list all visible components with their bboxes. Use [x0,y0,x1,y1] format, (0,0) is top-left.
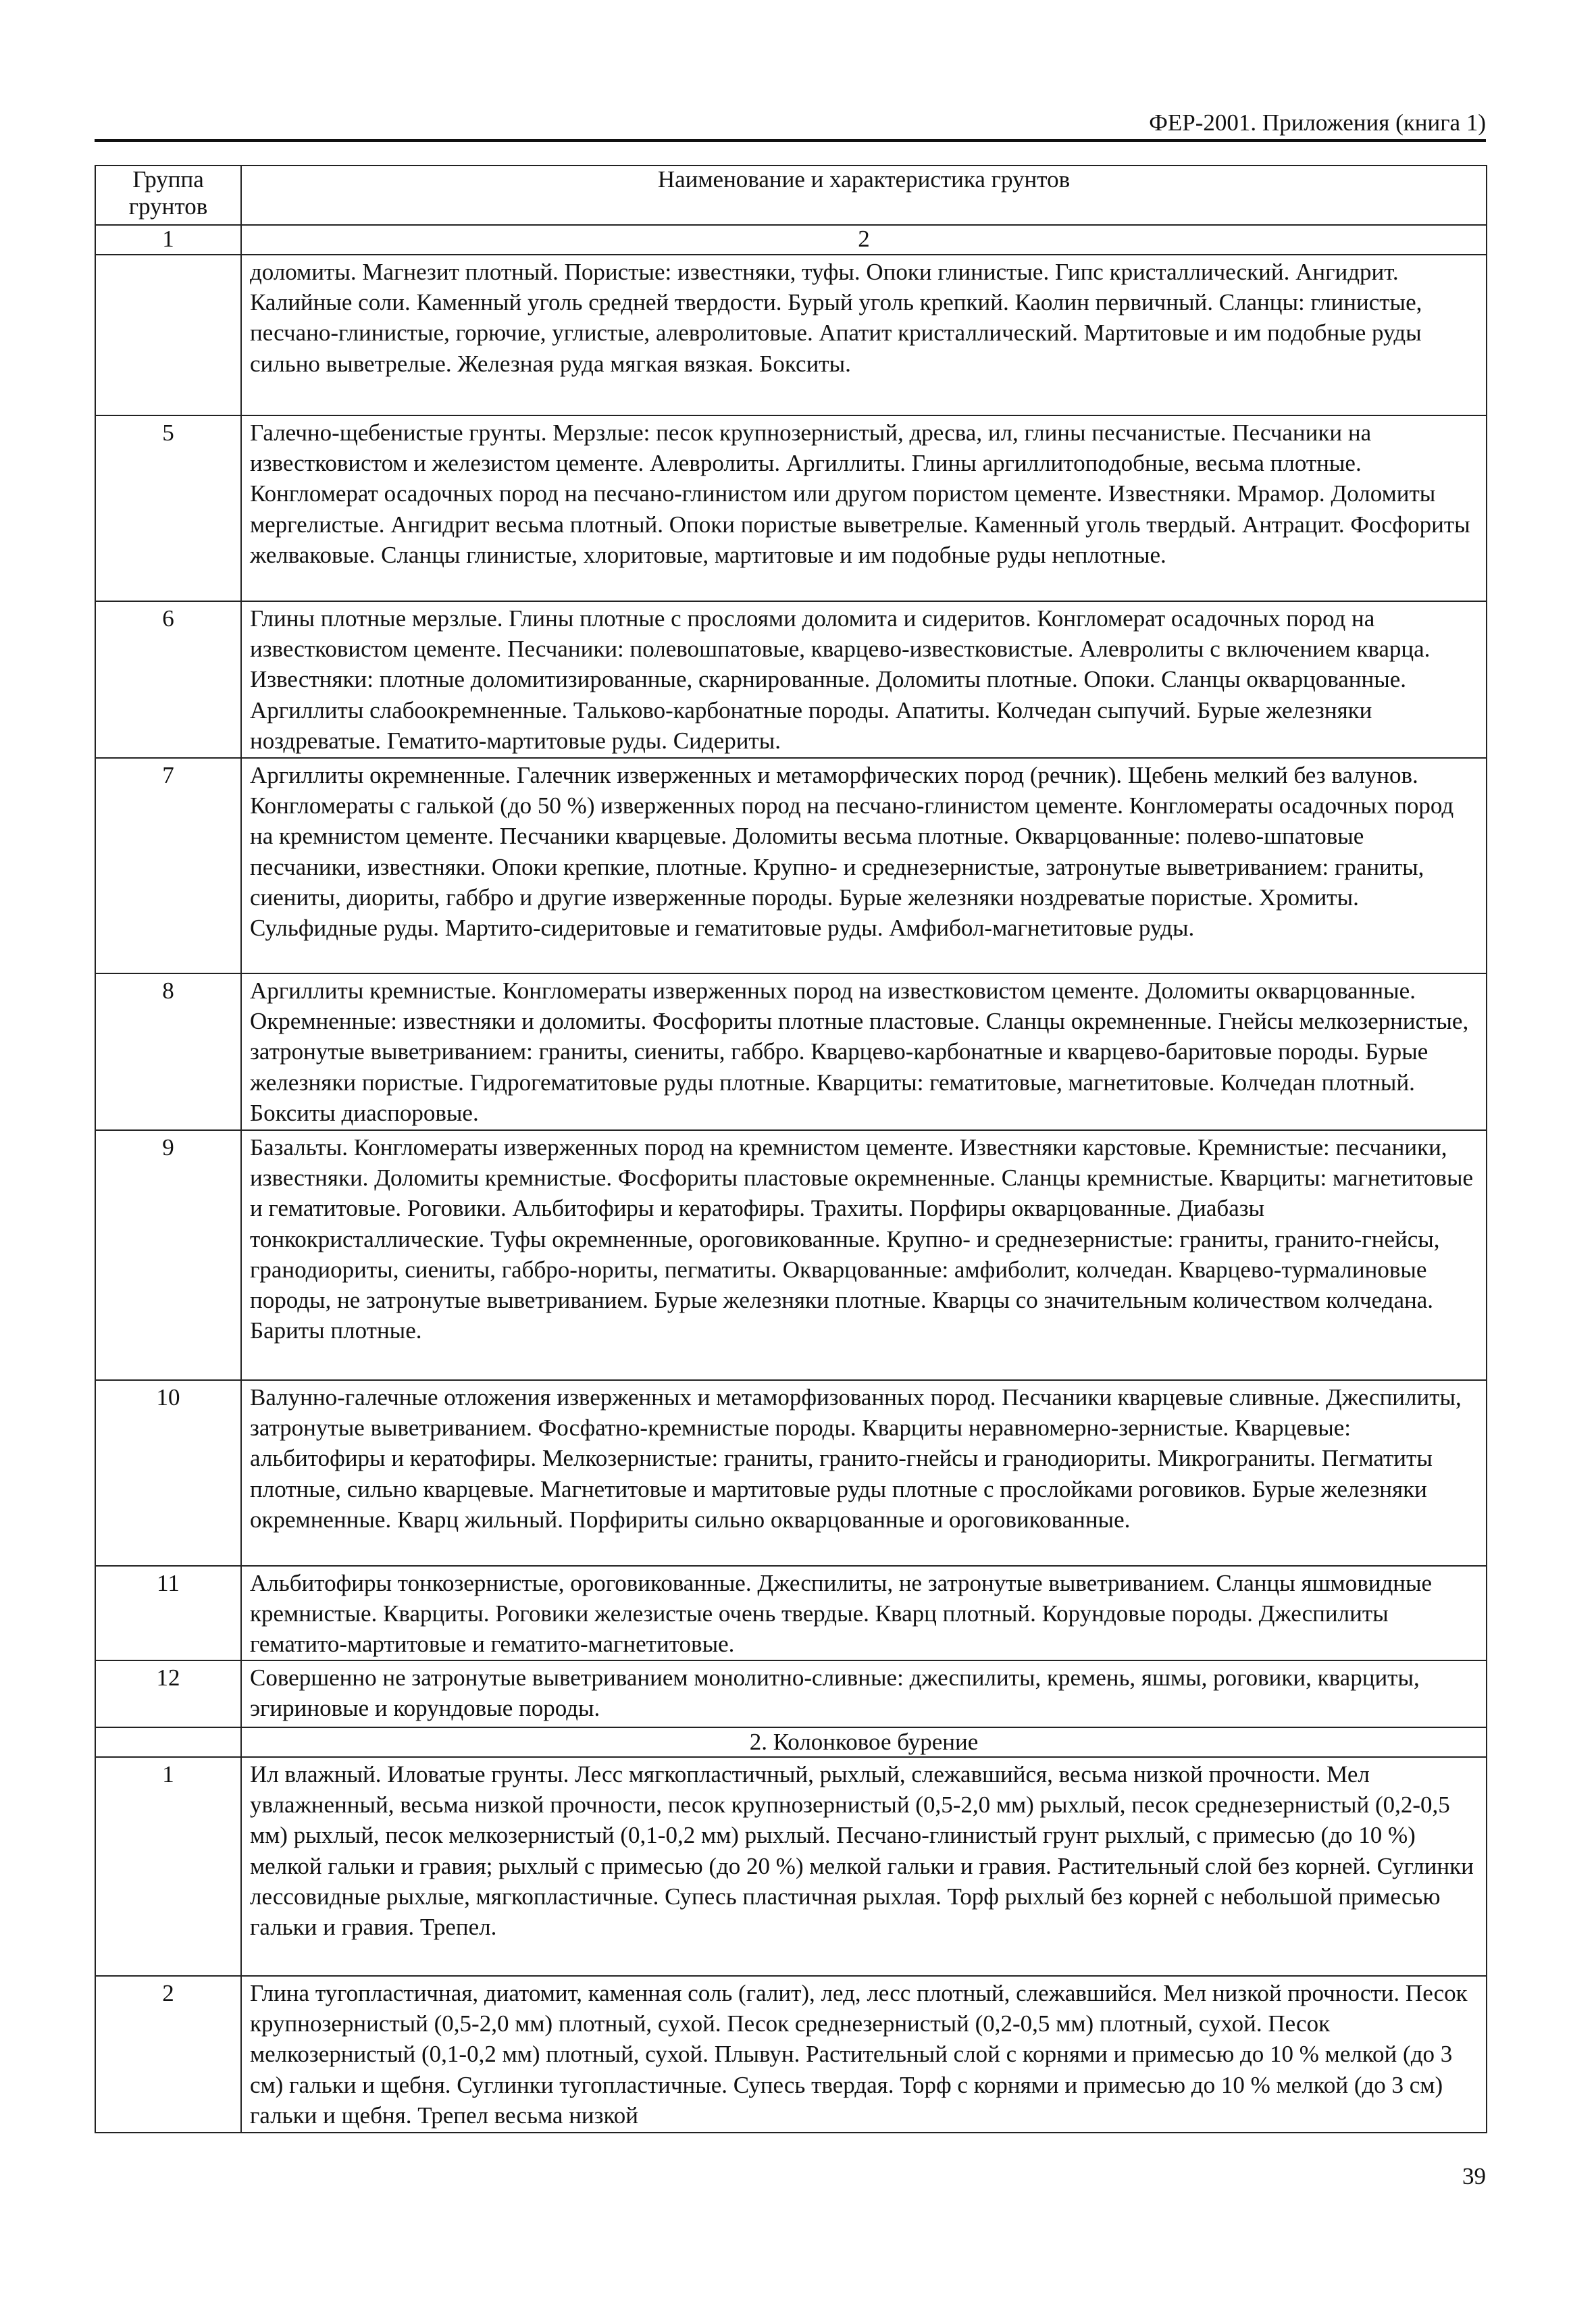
section-empty-cell [95,1727,241,1757]
table-row [95,1130,1487,1380]
soil-description: Валунно-галечные отложения изверженных и метаморфизованных пород. Песчаники кварцевые сливные. Джеспилиты, затронутые выветриванием. Фосфатно-кремнистые породы. Кварциты неравномерно-зернистые. Кварцевые: альбитофиры и кератофиры. Мелкозернистые: граниты, гранито-гнейсы и гранодиориты. Микрограниты. Пегматиты плотные, сильно кварцевые. Магнетитовые и мартитовые руды плотные с прослойками роговиков. Бурые железняки окремненные. Кварц жильный. Порфириты сильно окварцованные и ороговикованные. [241,1380,1487,1566]
table-row [95,1757,1487,1976]
group-number: 6 [95,601,241,758]
soil-description: Ил влажный. Иловатые грунты. Лесс мягкопластичный, рыхлый, слежавшийся, весьма низкой прочности. Мел увлажненный, весьма низкой прочности, песок крупнозернистый (0,5-2,0 мм) рыхлый, песок среднезернистый (0,2-0,5 мм) рыхлый, песок мелкозернистый (0,1-0,2 мм) рыхлый. Песчано-глинистый грунт рыхлый, с примесью (до 10 %) мелкой гальки и гравия; рыхлый с примесью (до 20 %) мелкой гальки и гравия. Растительный слой без корней. Суглинки лессовидные рыхлые, мягкопластичные. Супесь пластичная рыхлая. Торф рыхлый без корней с небольшой примесью гальки и гравия. Трепел. [241,1757,1487,1976]
group-number: 5 [95,415,241,601]
table-row [95,1976,1487,2133]
group-number: 9 [95,1130,241,1380]
soil-description: доломиты. Магнезит плотный. Пористые: известняки, туфы. Опоки глинистые. Гипс кристаллический. Ангидрит. Калийные соли. Каменный уголь средней твердости. Бурый уголь крепкий. Каолин первичный. Сланцы: глинистые, песчано-глинистые, горючие, углистые, алевролитовые. Апатит кристаллический. Мартитовые и им подобные руды сильно выветрелые. Железная руда мягкая вязкая. Бокситы. [241,255,1487,415]
table-row [95,1660,1487,1727]
section-title: 2. Колонковое бурение [241,1727,1487,1757]
soil-description: Базальты. Конгломераты изверженных пород на кремнистом цементе. Известняки карстовые. Кремнистые: песчаники, известняки. Доломиты кремнистые. Фосфориты пластовые окремненные. Сланцы кремнистые. Кварциты: магнетитовые и гематитовые. Роговики. Альбитофиры и кератофиры. Трахиты. Порфиры окварцованные. Диабазы тонкокристаллические. Туфы окремненные, ороговикованные. Крупно- и среднезернистые: граниты, гранито-гнейсы, гранодиориты, сиениты, габбро-нориты, пегматиты. Окварцованные: амфиболит, колчедан. Кварцево-турмалиновые породы, не затронутые выветриванием. Бурые железняки плотные. Кварцы со значительным количеством колчедана. Бариты плотные. [241,1130,1487,1380]
group-number: 11 [95,1566,241,1660]
col-header-description: Наименование и характеристика грунтов [241,166,1487,225]
soil-description: Аргиллиты окремненные. Галечник изверженных и метаморфических пород (речник). Щебень мелкий без валунов. Конгломераты с галькой (до 50 %) изверженных пород на песчано-глинистом цементе. Конгломераты осадочных пород на кремнистом цементе. Песчаники кварцевые. Доломиты весьма плотные. Окварцованные: полево-шпатовые песчаники, известняки. Опоки крепкие, плотные. Крупно- и среднезернистые, затронутые выветриванием: граниты, сиениты, диориты, габбро и другие изверженные породы. Бурые железняки ноздреватые пористые. Хромиты. Сульфидные руды. Мартито-сидеритовые и гематитовые руды. Амфибол-магнетитовые руды. [241,758,1487,973]
group-number [95,255,241,415]
table-header-row [95,166,1487,225]
col-number-1: 1 [95,225,241,255]
table-row [95,415,1487,601]
table-row [95,601,1487,758]
soil-description: Глина тугопластичная, диатомит, каменная соль (галит), лед, лесс плотный, слежавшийся. Мел низкой прочности. Песок крупнозернистый (0,5-2,0 мм) плотный, сухой. Песок среднезернистый (0,2-0,5 мм) плотный, сухой. Песок мелкозернистый (0,1-0,2 мм) плотный, сухой. Плывун. Растительный слой с корнями и примесью до 10 % мелкой (до 3 см) гальки и щебня. Суглинки тугопластичные. Супесь твердая. Торф с корнями и примесью до 10 % мелкой (до 3 см) гальки и щебня. Трепел весьма низкой [241,1976,1487,2133]
table-row [95,973,1487,1130]
soil-description: Альбитофиры тонкозернистые, ороговикованные. Джеспилиты, не затронутые выветриванием. Сланцы яшмовидные кремнистые. Кварциты. Роговики железистые очень твердые. Кварц плотный. Корундовые породы. Джеспилиты гематито-мартитовые и гематито-магнетитовые. [241,1566,1487,1660]
col-header-group: Группа грунтов [95,166,241,225]
col-number-2: 2 [241,225,1487,255]
page-number: 39 [1462,2163,1486,2189]
group-number: 2 [95,1976,241,2133]
soil-description: Глины плотные мерзлые. Глины плотные с прослоями доломита и сидеритов. Конгломерат осадочных пород на известковистом цементе. Песчаники: полевошпатовые, кварцево-известковистые. Алевролиты с включением кварца. Известняки: плотные доломитизированные, скарнированные. Доломиты плотные. Опоки. Сланцы окварцованные. Аргиллиты слабоокремненные. Тальково-карбонатные породы. Апатиты. Колчедан сыпучий. Бурые железняки ноздреватые. Гематито-мартитовые руды. Сидериты. [241,601,1487,758]
group-number: 7 [95,758,241,973]
table-row [95,758,1487,973]
column-number-row [95,225,1487,255]
section-row [95,1727,1487,1757]
group-number: 10 [95,1380,241,1566]
table-row [95,1566,1487,1660]
group-number: 12 [95,1660,241,1727]
table-row [95,1380,1487,1566]
soil-description: Аргиллиты кремнистые. Конгломераты изверженных пород на известковистом цементе. Доломиты окварцованные. Окремненные: известняки и доломиты. Фосфориты плотные пластовые. Сланцы окремненные. Гнейсы мелкозернистые, затронутые выветриванием: граниты, сиениты, габбро. Кварцево-карбонатные и кварцево-баритовые породы. Бурые железняки пористые. Гидрогематитовые руды плотные. Кварциты: гематитовые, магнетитовые. Колчедан плотный. Бокситы диаспоровые. [241,973,1487,1130]
soil-description: Совершенно не затронутые выветриванием монолитно-сливные: джеспилиты, кремень, яшмы, роговики, кварциты, эгириновые и корундовые породы. [241,1660,1487,1727]
group-number: 1 [95,1757,241,1976]
soil-classification-table [95,165,1487,2133]
soil-description: Галечно-щебенистые грунты. Мерзлые: песок крупнозернистый, дресва, ил, глины песчанистые. Песчаники на известковистом и железистом цементе. Алевролиты. Аргиллиты. Глины аргиллитоподобные, весьма плотные. Конгломерат осадочных пород на песчано-глинистом или другом пористом цементе. Известняки. Мрамор. Доломиты мергелистые. Ангидрит весьма плотный. Опоки пористые выветрелые. Каменный уголь твердый. Антрацит. Фосфориты желваковые. Сланцы глинистые, хлоритовые, мартитовые и им подобные руды неплотные. [241,415,1487,601]
group-number: 8 [95,973,241,1130]
page-header [95,108,1486,142]
table-row [95,255,1487,415]
document-title: ФЕР-2001. Приложения (книга 1) [1149,109,1486,136]
